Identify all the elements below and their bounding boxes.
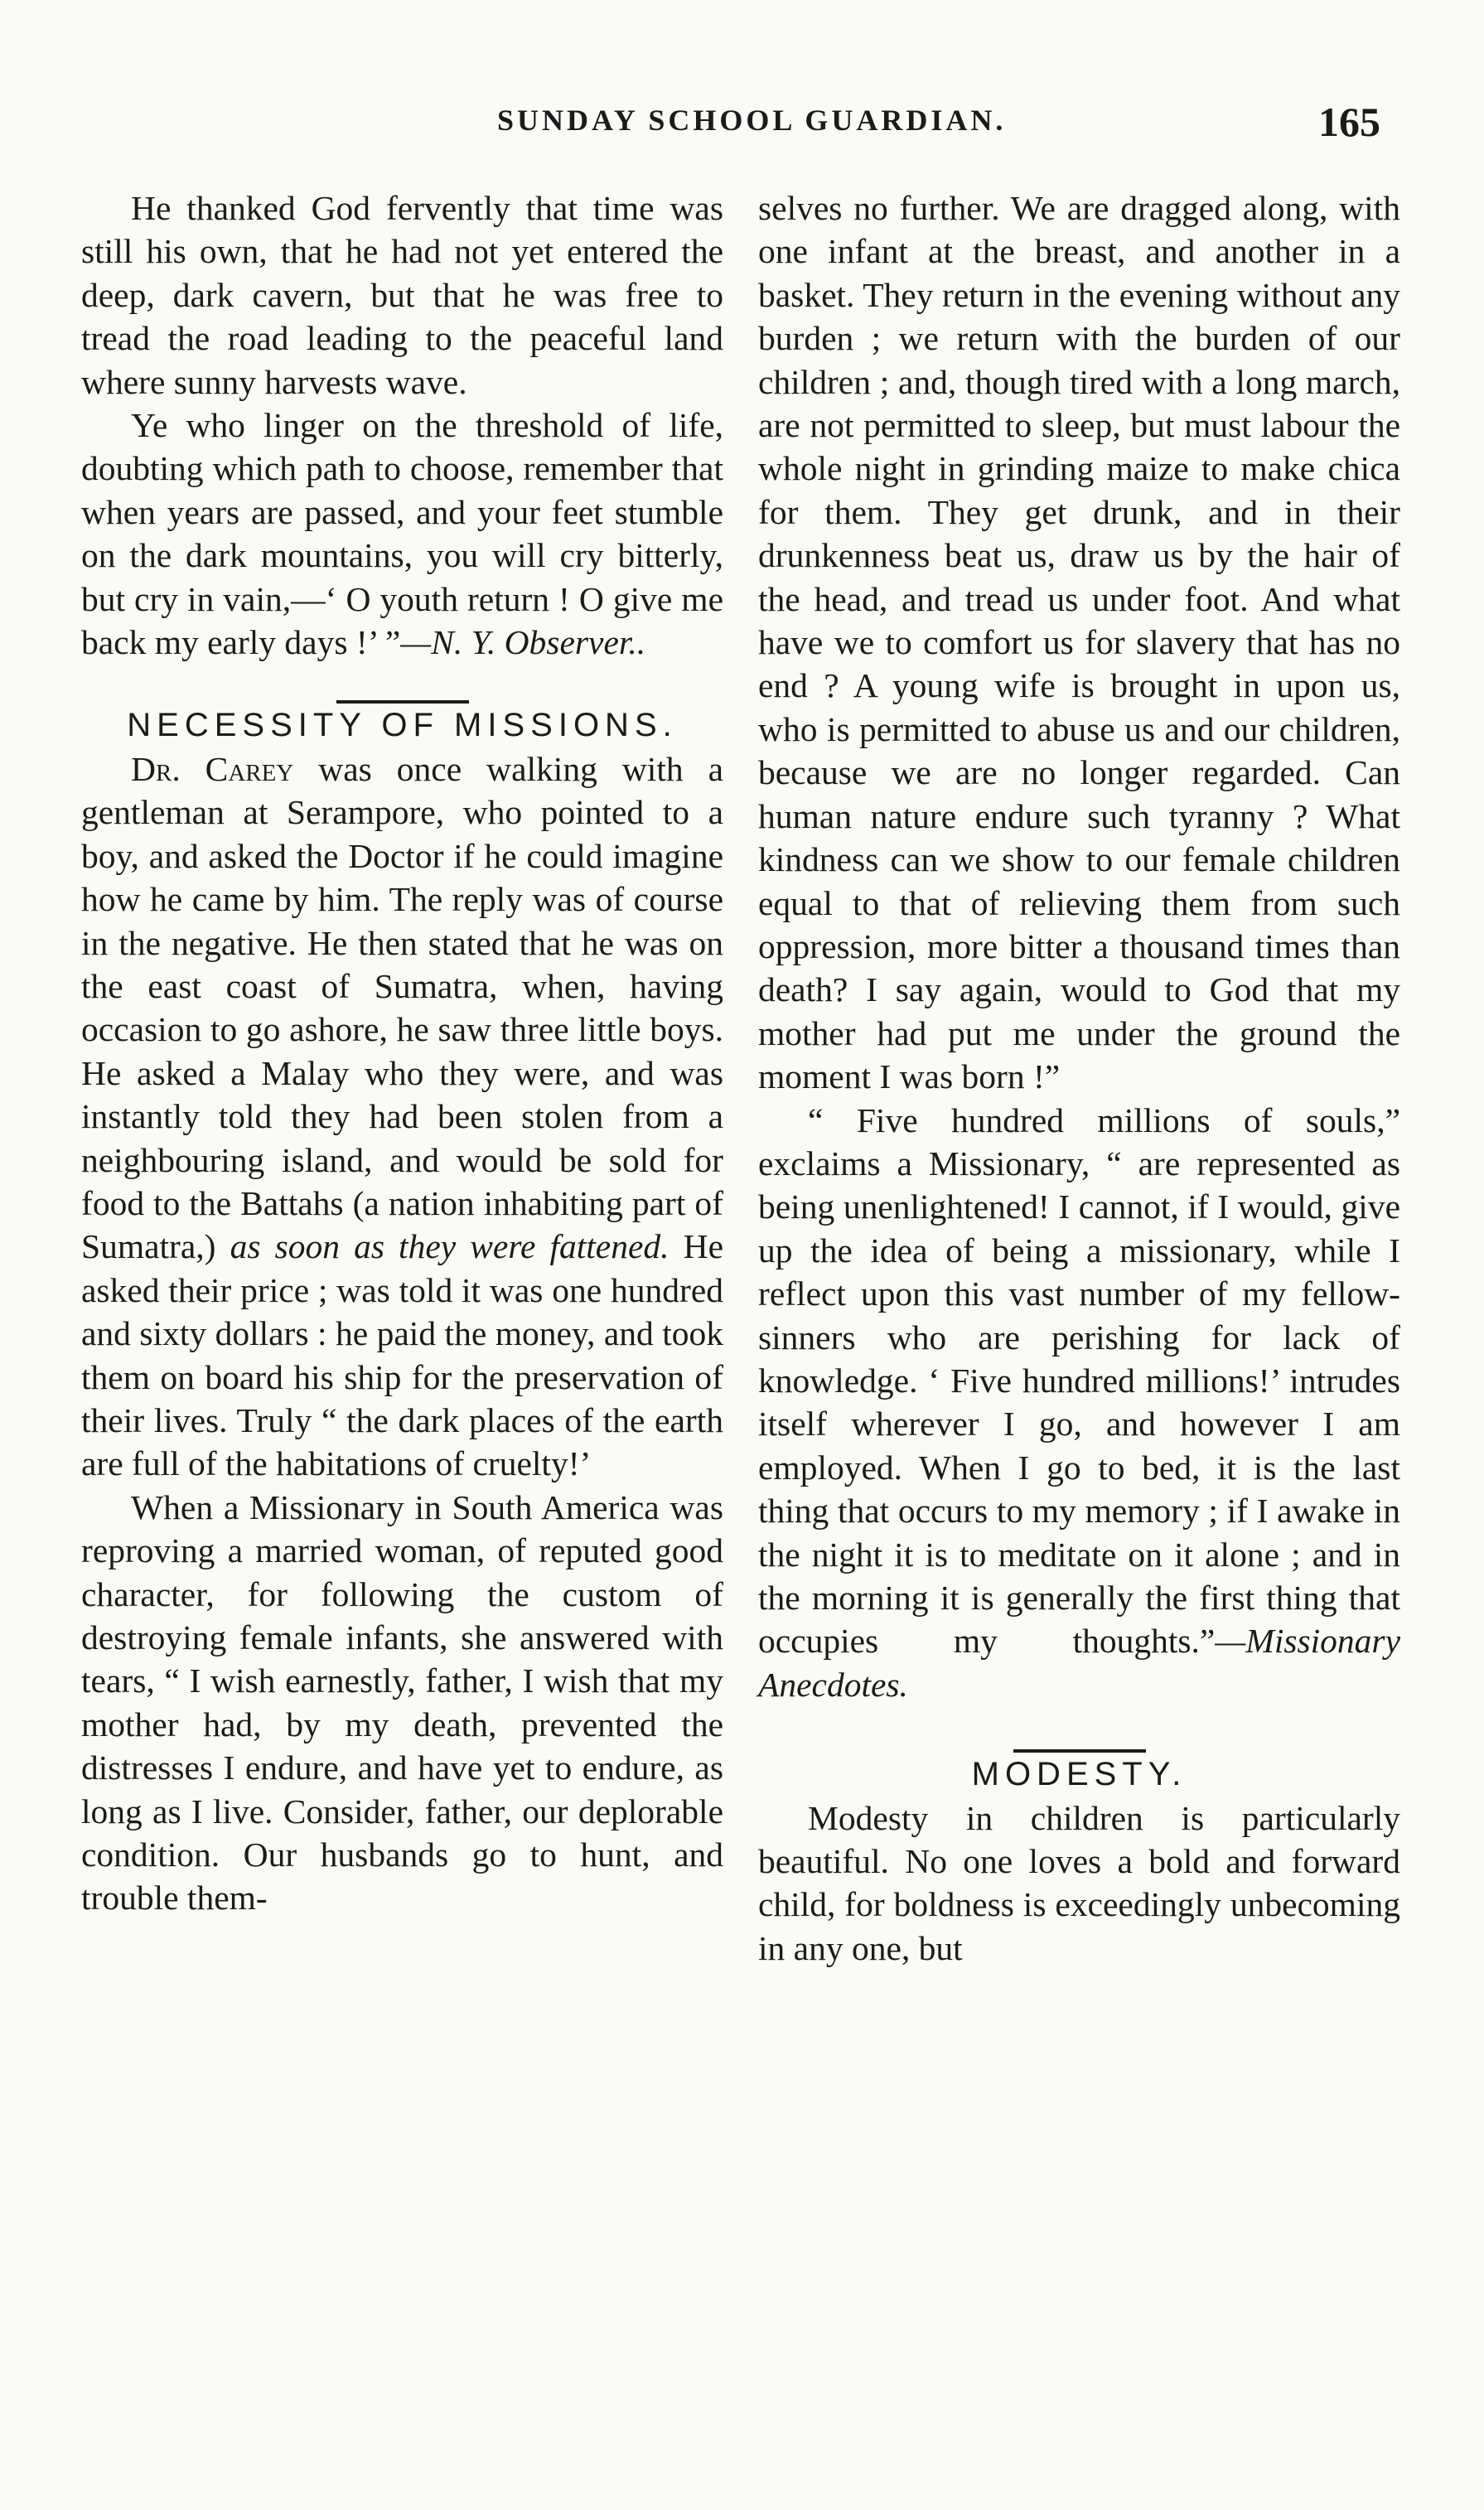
paragraph-text: was once walking with a gentleman at Serampore, who pointed to a boy, and asked the Doctor if he could imagine how he came by him. The reply was of course in the negative. He then stated that he was on the east coast of Sumatra, when, having occasion to go ashore, he saw three little boys. He asked a Malay who they were, and was instantly told they had been stolen from a neighbouring island, and would be sold for food to the Battahs (a nation inhabiting part of Sumatra,) — [81, 749, 723, 1266]
paragraph: He thanked God fervently that time was still his own, that he had not yet entered the deep, dark cavern, but that he was free to tread the road leading to the peaceful land where sunny harvests wave. — [81, 189, 723, 401]
section-heading: NECESSITY OF MISSIONS. — [127, 707, 678, 744]
running-head — [0, 98, 1484, 164]
paragraph-text: “ Five hundred millions of souls,” exclaims a Missionary, “ are represented as being unenlightened! I cannot, if I would, give up the idea of being a missionary, while I reflect upon this vast number of my fellow-sinners who are perishing for lack of knowledge. ‘ Five hundred millions!’ intrudes itself wherever I go, and however I am employed. When I go to bed, it is the last thing that occurs to my memory ; if I awake in the night it is to meditate on it alone ; and in the morning it is generally the first thing that occupies my thoughts.” — [758, 1100, 1400, 1661]
paragraph — [758, 1099, 1400, 1707]
paragraph — [81, 404, 723, 664]
paragraph: Modesty in children is particularly beautiful. No one loves a bold and forward child, for boldness is exceedingly unbecoming in any one, but — [758, 1798, 1400, 1967]
paragraph: When a Missionary in South America was reproving a married woman, of reputed good character, for following the custom of destroying female infants, she answered with tears, “ I wish earnestly, father, I wish that my mother had, by my death, prevented the distresses I endure, and have yet to endure, as long as I live. Consider, father, our deplorable condition. Our husbands go to hunt, and trouble them- — [81, 1487, 723, 1918]
section-heading: MODESTY. — [971, 1756, 1187, 1793]
italic-text: as soon as they were fattened. — [230, 1227, 669, 1266]
attribution: —Missionary Anecdotes. — [758, 1622, 1400, 1704]
attribution: —N. Y. Observer.. — [400, 623, 646, 662]
paragraph: selves no further. We are dragged along, with one infant at the breast, and another in a basket. They return in the evening without any burden ; we return with the burden of our children ; and, though tired with a long march, are not permitted to sleep, but must labour the whole night in grinding maize to make chica for them. They get drunk, and in their drunkenness beat us, draw us by the hair of the head, and tread us under foot. And what have we to comfort us for slavery that has no end ? A young wife is brought in upon us, who is permitted to abuse us and our children, because we are no longer regarded. Can human nature endure such tyranny ? What kindness can we show to our female children equal to that of relieving them from such oppression, more bitter a thousand times than death? I say again, would to God that my mother had put me under the ground the moment I was born !” — [758, 189, 1400, 1096]
paragraph — [81, 747, 723, 1486]
running-title: SUNDAY SCHOOL GUARDIAN. — [497, 104, 1007, 137]
right-column — [758, 186, 1400, 1970]
page-number: 165 — [1318, 99, 1380, 145]
left-column — [81, 186, 723, 1920]
paragraph-text: He asked their price ; was told it was one hundred and sixty dollars : he paid the money, and took them on board his ship for the preservation of their lives. Truly “ the dark places of the earth are full of the habitations of cruelty!’ — [81, 1227, 724, 1483]
name-small-caps: Dr. Carey — [131, 749, 294, 788]
paragraph-text: Ye who linger on the threshold of life, doubting which path to choose, remember that when years are passed, and your feet stumble on the dark mountains, you will cry bitterly, but cry in vain,—‘ O youth return ! O give me back my early days !’ ” — [81, 406, 723, 662]
